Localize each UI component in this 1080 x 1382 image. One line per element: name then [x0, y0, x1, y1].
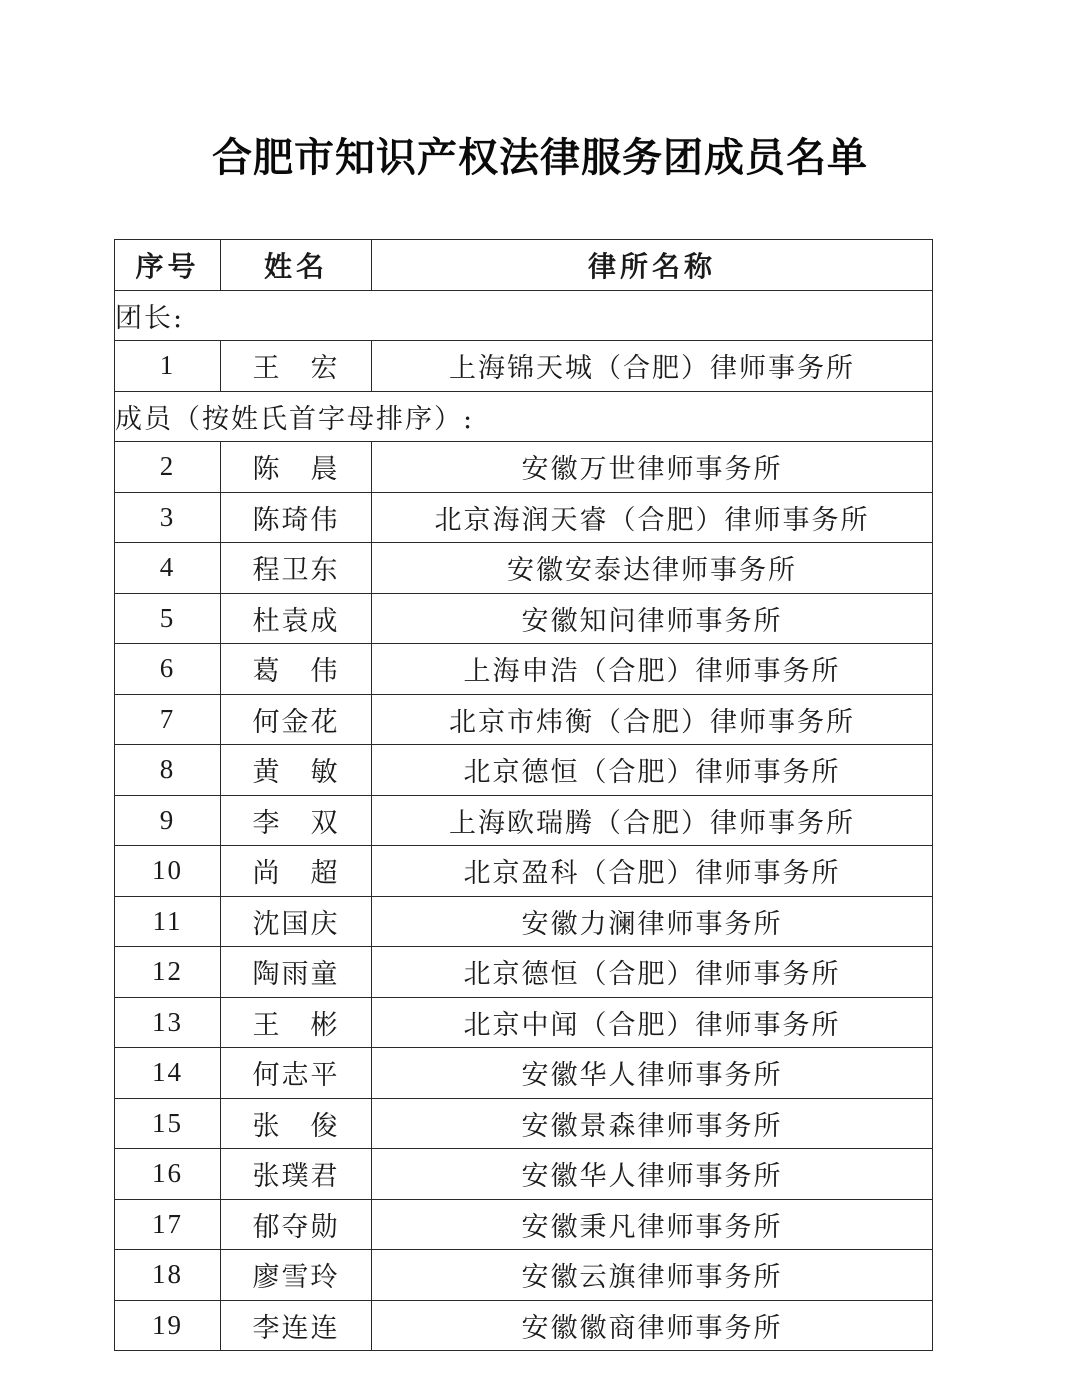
table-row [115, 341, 933, 392]
table-row [115, 1250, 933, 1301]
table-row [115, 694, 933, 745]
table-row [115, 846, 933, 897]
table-row [115, 1098, 933, 1149]
cell-no: 15 [115, 1098, 221, 1149]
table-row [115, 1149, 933, 1200]
cell-no: 3 [115, 492, 221, 543]
cell-name: 沈国庆 [221, 896, 372, 947]
cell-name: 张璞君 [221, 1149, 372, 1200]
cell-name: 杜袁成 [221, 593, 372, 644]
cell-name: 何志平 [221, 1048, 372, 1099]
cell-name: 陈 晨 [221, 442, 372, 493]
cell-no: 17 [115, 1199, 221, 1250]
table-row [115, 1300, 933, 1351]
cell-name: 葛 伟 [221, 644, 372, 695]
cell-no: 7 [115, 694, 221, 745]
cell-firm: 北京德恒（合肥）律师事务所 [372, 947, 933, 998]
member-table [114, 239, 933, 1351]
cell-no: 2 [115, 442, 221, 493]
cell-no: 12 [115, 947, 221, 998]
table-row [115, 745, 933, 796]
cell-firm: 北京中闻（合肥）律师事务所 [372, 997, 933, 1048]
cell-name: 张 俊 [221, 1098, 372, 1149]
cell-name: 黄 敏 [221, 745, 372, 796]
section-label-leader: 团长: [115, 290, 933, 341]
cell-no: 19 [115, 1300, 221, 1351]
cell-name: 陈琦伟 [221, 492, 372, 543]
section-row-members [115, 391, 933, 442]
cell-no: 6 [115, 644, 221, 695]
cell-firm: 上海申浩（合肥）律师事务所 [372, 644, 933, 695]
cell-firm: 安徽万世律师事务所 [372, 442, 933, 493]
cell-firm: 安徽云旗律师事务所 [372, 1250, 933, 1301]
column-header-firm: 律所名称 [372, 240, 933, 291]
cell-firm: 安徽华人律师事务所 [372, 1048, 933, 1099]
cell-firm: 安徽知问律师事务所 [372, 593, 933, 644]
section-label-members: 成员（按姓氏首字母排序）: [115, 391, 933, 442]
table-row [115, 593, 933, 644]
cell-firm: 北京市炜衡（合肥）律师事务所 [372, 694, 933, 745]
cell-firm: 安徽力澜律师事务所 [372, 896, 933, 947]
cell-firm: 安徽秉凡律师事务所 [372, 1199, 933, 1250]
table-row [115, 997, 933, 1048]
cell-no: 10 [115, 846, 221, 897]
cell-no: 11 [115, 896, 221, 947]
cell-no: 18 [115, 1250, 221, 1301]
cell-firm: 上海锦天城（合肥）律师事务所 [372, 341, 933, 392]
cell-name: 廖雪玲 [221, 1250, 372, 1301]
table-row [115, 947, 933, 998]
cell-firm: 安徽徽商律师事务所 [372, 1300, 933, 1351]
column-header-name: 姓名 [221, 240, 372, 291]
cell-no: 16 [115, 1149, 221, 1200]
cell-no: 4 [115, 543, 221, 594]
table-row [115, 442, 933, 493]
cell-no: 13 [115, 997, 221, 1048]
table-row [115, 896, 933, 947]
section-row-leader [115, 290, 933, 341]
cell-name: 程卫东 [221, 543, 372, 594]
table-header-row [115, 240, 933, 291]
cell-name: 何金花 [221, 694, 372, 745]
cell-name: 李连连 [221, 1300, 372, 1351]
cell-firm: 安徽景森律师事务所 [372, 1098, 933, 1149]
cell-no: 1 [115, 341, 221, 392]
table-row [115, 543, 933, 594]
cell-firm: 上海欧瑞腾（合肥）律师事务所 [372, 795, 933, 846]
cell-no: 9 [115, 795, 221, 846]
cell-firm: 北京德恒（合肥）律师事务所 [372, 745, 933, 796]
cell-name: 王 彬 [221, 997, 372, 1048]
cell-no: 8 [115, 745, 221, 796]
cell-no: 5 [115, 593, 221, 644]
table-row [115, 492, 933, 543]
cell-name: 李 双 [221, 795, 372, 846]
table-row [115, 1199, 933, 1250]
table-row [115, 644, 933, 695]
cell-no: 14 [115, 1048, 221, 1099]
cell-firm: 安徽华人律师事务所 [372, 1149, 933, 1200]
table-row [115, 1048, 933, 1099]
table-row [115, 795, 933, 846]
cell-name: 郁夺勋 [221, 1199, 372, 1250]
page-title: 合肥市知识产权法律服务团成员名单 [212, 134, 868, 181]
cell-firm: 安徽安泰达律师事务所 [372, 543, 933, 594]
cell-name: 尚 超 [221, 846, 372, 897]
cell-firm: 北京海润天睿（合肥）律师事务所 [372, 492, 933, 543]
cell-name: 陶雨童 [221, 947, 372, 998]
column-header-no: 序号 [115, 240, 221, 291]
cell-name: 王 宏 [221, 341, 372, 392]
cell-firm: 北京盈科（合肥）律师事务所 [372, 846, 933, 897]
